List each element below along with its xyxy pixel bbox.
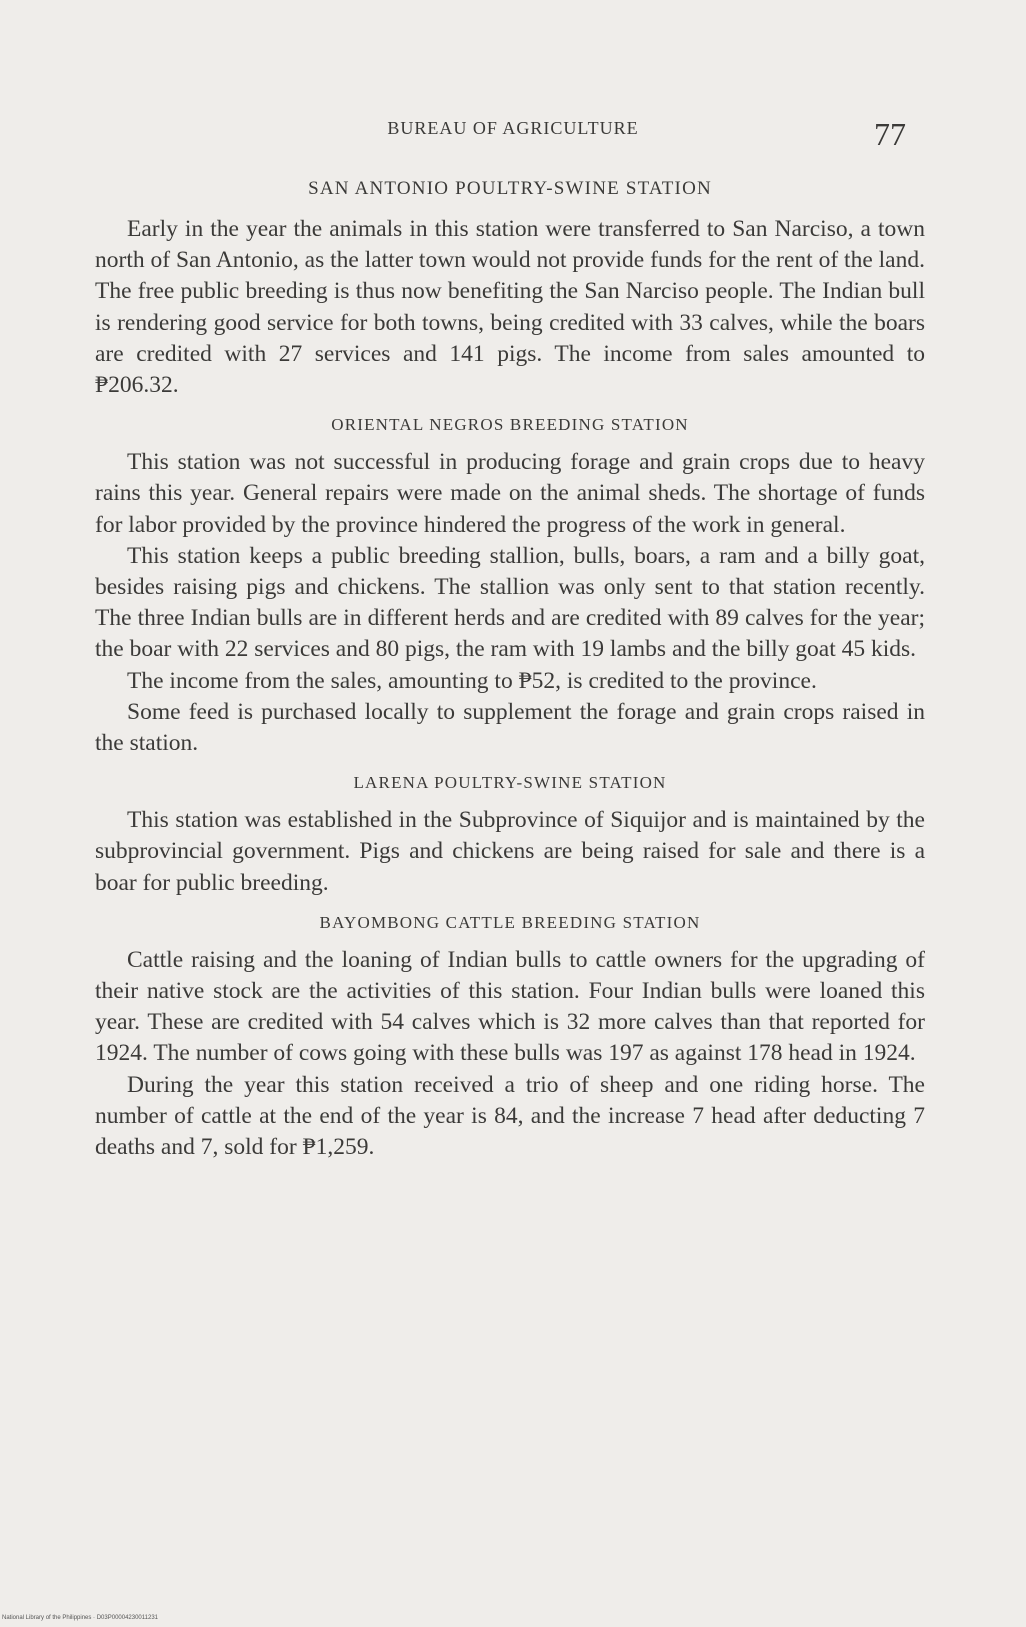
section-heading: SAN ANTONIO POULTRY-SWINE STATION (308, 178, 712, 199)
paragraph: During the year this station received a trio of sheep and one riding horse. The number of cattle at the end of the year is 84, and the increase 7 head after deducting 7 deaths and 7, sold for ₱1,259. (95, 1071, 925, 1161)
section-larena (95, 773, 925, 899)
paragraph: Early in the year the animals in this station were transferred to San Narciso, a town north of San Antonio, as the latter town would not provide funds for the rent of the land. The free public breeding is thus now benefiting the San Narciso people. The Indian bull is rendering good service for both towns, being credited with 33 calves, while the boars are credited with 27 services and 141 pigs. The income from sales amounted to ₱206.32. (95, 216, 925, 399)
section-san-antonio (95, 178, 925, 401)
page-body (95, 178, 925, 1177)
paragraph: This station keeps a public breeding stallion, bulls, boars, a ram and a billy goat, besides raising pigs and chickens. The stallion was only sent to that station recently. The three Indian bulls are in different herds and are credited with 89 calves for the year; the boar with 22 services and 80 pigs, the ram with 19 lambs and the billy goat 45 kids. (95, 542, 925, 663)
section-bayombong (95, 913, 925, 1163)
section-heading: ORIENTAL NEGROS BREEDING STATION (331, 415, 689, 435)
scan-source-footer: National Library of the Philippines · D03P00004230011231 (2, 1615, 158, 1621)
paragraph: Some feed is purchased locally to supplement the forage and grain crops raised in the station. (95, 698, 925, 757)
section-heading: LARENA POULTRY-SWINE STATION (353, 773, 667, 793)
running-head: BUREAU OF AGRICULTURE (387, 118, 639, 138)
section-heading: BAYOMBONG CATTLE BREEDING STATION (319, 912, 701, 932)
section-oriental-negros (95, 415, 925, 759)
paragraph: This station was not successful in producing forage and grain crops due to heavy rains this year. General repairs were made on the animal sheds. The shortage of funds for labor provided by the province hindered the progress of the work in general. (95, 449, 925, 538)
paragraph: Cattle raising and the loaning of Indian bulls to cattle owners for the upgrading of their native stock are the activities of this station. Four Indian bulls were loaned this year. These are credited with 54 calves which is 32 more calves than that reported for 1924. The number of cows going with these bulls was 197 as against 178 head in 1924. (95, 946, 925, 1067)
page-number: 77 (874, 116, 906, 152)
paragraph: The income from the sales, amounting to ₱52, is credited to the province. (127, 667, 817, 694)
paragraph: This station was established in the Subprovince of Siquijor and is maintained by the subprovincial government. Pigs and chickens are being raised for sale and there is a boar for public breeding. (95, 807, 925, 896)
